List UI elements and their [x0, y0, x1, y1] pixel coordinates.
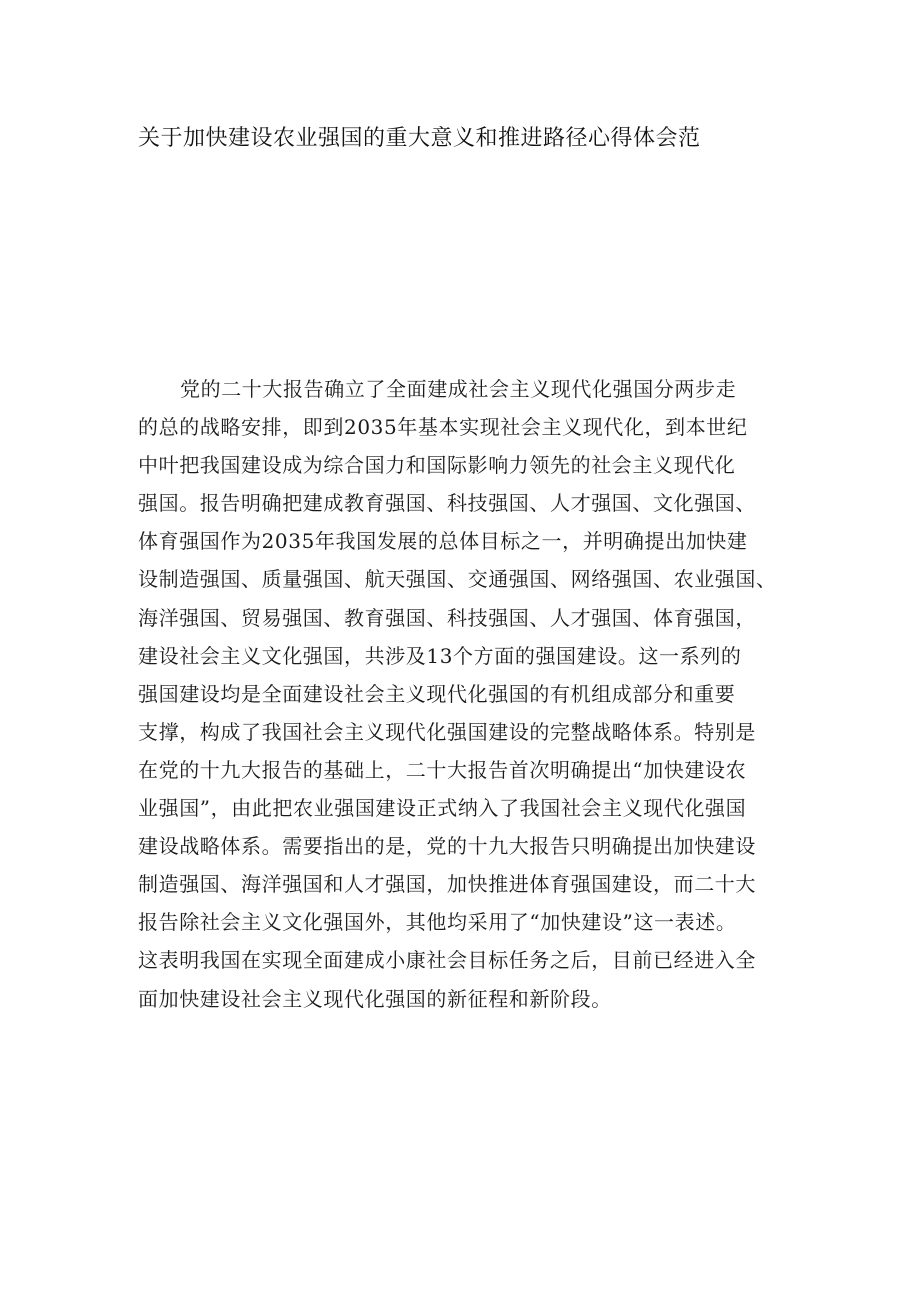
paragraph-line: 报告除社会主义文化强国外，其他均采用了“加快建设”这一表述。 — [138, 910, 737, 935]
paragraph-line: 的总的战略安排，即到2035年基本实现社会主义现代化，到本世纪 — [138, 415, 748, 440]
body-paragraph — [138, 370, 798, 1018]
paragraph-line: 支撑，构成了我国社会主义现代化强国建设的完整战略体系。特别是 — [138, 719, 756, 744]
paragraph-line: 海洋强国、贸易强国、教育强国、科技强国、人才强国、体育强国， — [138, 605, 756, 630]
paragraph-line: 这表明我国在实现全面建成小康社会目标任务之后，目前已经进入全 — [138, 948, 756, 973]
paragraph-line: 设制造强国、质量强国、航天强国、交通强国、网络强国、农业强国、 — [138, 567, 777, 592]
paragraph-line: 业强国”，由此把农业强国建设正式纳入了我国社会主义现代化强国 — [138, 796, 747, 821]
paragraph-line: 中叶把我国建设成为综合国力和国际影响力领先的社会主义现代化 — [138, 453, 736, 478]
paragraph-line: 建设战略体系。需要指出的是，党的十九大报告只明确提出加快建设 — [138, 834, 756, 859]
paragraph-line: 在党的十九大报告的基础上，二十大报告首次明确提出“加快建设农 — [138, 757, 747, 782]
paragraph-line: 制造强国、海洋强国和人才强国，加快推进体育强国建设，而二十大 — [138, 872, 756, 897]
document-title: 关于加快建设农业强国的重大意义和推进路径心得体会范 — [138, 126, 701, 151]
paragraph-line: 强国。报告明确把建成教育强国、科技强国、人才强国、文化强国、 — [138, 491, 756, 516]
paragraph-line: 面加快建设社会主义现代化强国的新征程和新阶段。 — [138, 986, 612, 1011]
paragraph-line: 建设社会主义文化强国，共涉及13个方面的强国建设。这一系列的 — [138, 643, 742, 668]
paragraph-line: 党的二十大报告确立了全面建成社会主义现代化强国分两步走 — [180, 377, 737, 401]
paragraph-line: 体育强国作为2035年我国发展的总体目标之一，并明确提出加快建 — [138, 529, 748, 554]
paragraph-line: 强国建设均是全面建设社会主义现代化强国的有机组成部分和重要 — [138, 681, 736, 706]
